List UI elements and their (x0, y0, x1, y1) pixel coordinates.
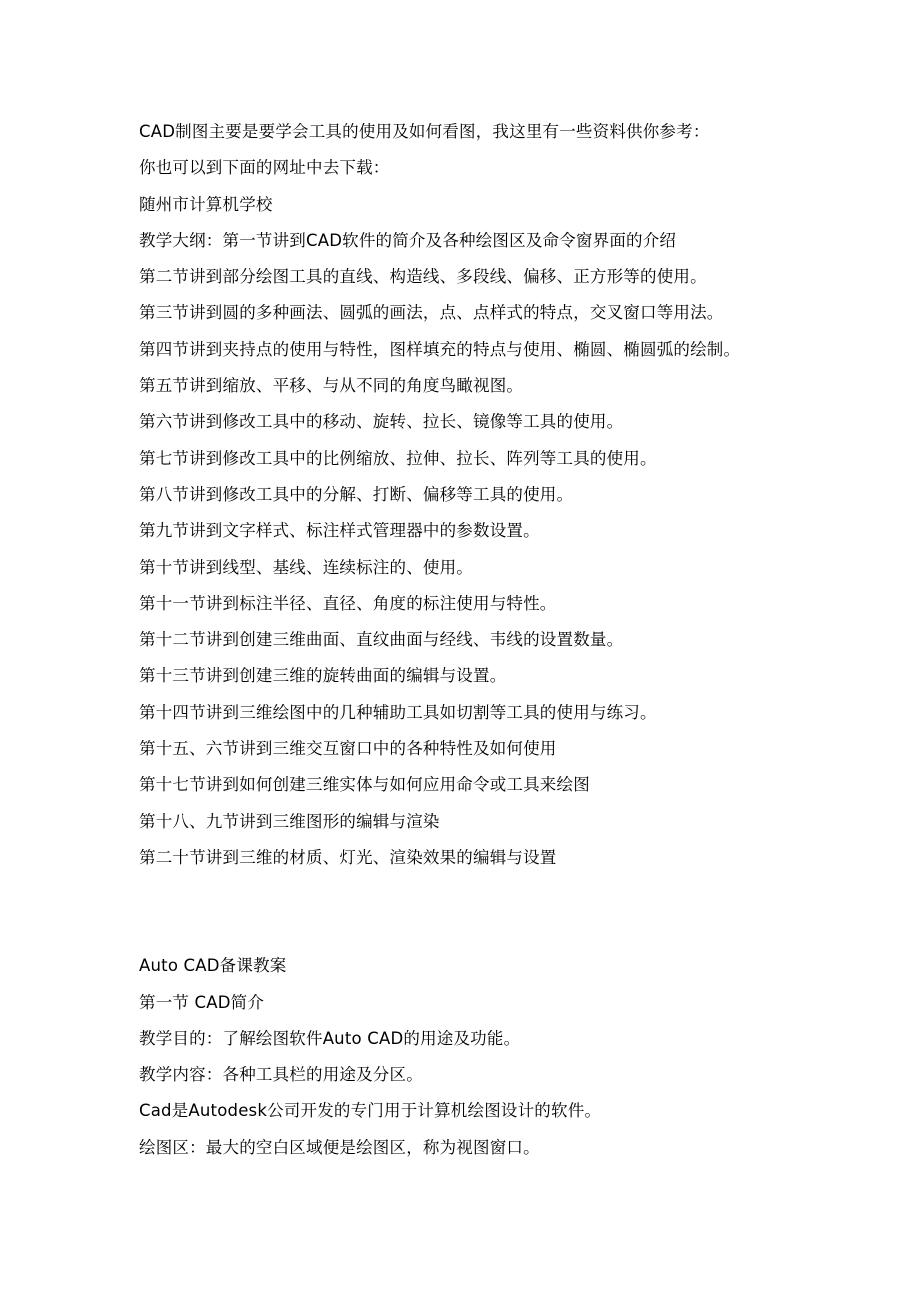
syllabus-line: 第二节讲到部分绘图工具的直线、构造线、多段线、偏移、正方形等的使用。 (139, 267, 707, 287)
syllabus-line: 第十四节讲到三维绘图中的几种辅助工具如切割等工具的使用与练习。 (139, 702, 657, 722)
syllabus-line: 第七节讲到修改工具中的比例缩放、拉伸、拉长、阵列等工具的使用。 (139, 448, 657, 468)
school-name: 随州市计算机学校 (139, 194, 273, 214)
syllabus-line: 第十一节讲到标注半径、直径、角度的标注使用与特性。 (139, 593, 557, 613)
lesson-paragraph: 绘图区：最大的空白区域便是绘图区，称为视图窗口。 (139, 1137, 540, 1157)
intro-line: CAD制图主要是要学会工具的使用及如何看图，我这里有一些资料供你参考： (139, 122, 710, 141)
syllabus-line: 第十二节讲到创建三维曲面、直纹曲面与经线、韦线的设置数量。 (139, 630, 624, 650)
lesson-heading: 第一节 CAD简介 (139, 992, 265, 1012)
syllabus-line: 第十三节讲到创建三维的旋转曲面的编辑与设置。 (139, 666, 507, 686)
syllabus-line: 第十七节讲到如何创建三维实体与如何应用命令或工具来绘图 (139, 775, 590, 795)
section-spacer (139, 876, 839, 948)
document-body (139, 114, 839, 1166)
syllabus-line: 第二十节讲到三维的材质、灯光、渲染效果的编辑与设置 (139, 847, 557, 867)
lesson-plan-section (139, 948, 839, 1166)
syllabus-line: 第八节讲到修改工具中的分解、打断、偏移等工具的使用。 (139, 484, 574, 504)
syllabus-line: 第十八、九节讲到三维图形的编辑与渲染 (139, 811, 440, 831)
syllabus-line: 第五节讲到缩放、平移、与从不同的角度鸟瞰视图。 (139, 376, 524, 396)
lesson-content: 教学内容：各种工具栏的用途及分区。 (139, 1065, 423, 1085)
syllabus-line: 第九节讲到文字样式、标注样式管理器中的参数设置。 (139, 521, 540, 541)
syllabus-line: 第三节讲到圆的多种画法、圆弧的画法，点、点样式的特点，交叉窗口等用法。 (139, 303, 724, 323)
intro-section (139, 114, 839, 876)
syllabus-line: 教学大纲：第一节讲到CAD软件的简介及各种绘图区及命令窗界面的介绍 (139, 230, 677, 250)
syllabus-line: 第十五、六节讲到三维交互窗口中的各种特性及如何使用 (139, 739, 557, 759)
lesson-objective: 教学目的：了解绘图软件Auto CAD的用途及功能。 (139, 1028, 521, 1048)
intro-line: 你也可以到下面的网址中去下载： (139, 158, 390, 178)
lesson-paragraph: Cad是Autodesk公司开发的专门用于计算机绘图设计的软件。 (139, 1101, 602, 1121)
syllabus-line: 第十节讲到线型、基线、连续标注的、使用。 (139, 557, 473, 577)
lesson-plan-title: Auto CAD备课教案 (139, 956, 287, 976)
syllabus-line: 第六节讲到修改工具中的移动、旋转、拉长、镜像等工具的使用。 (139, 412, 624, 432)
syllabus-line: 第四节讲到夹持点的使用与特性，图样填充的特点与使用、椭圆、椭圆弧的绘制。 (139, 339, 741, 359)
